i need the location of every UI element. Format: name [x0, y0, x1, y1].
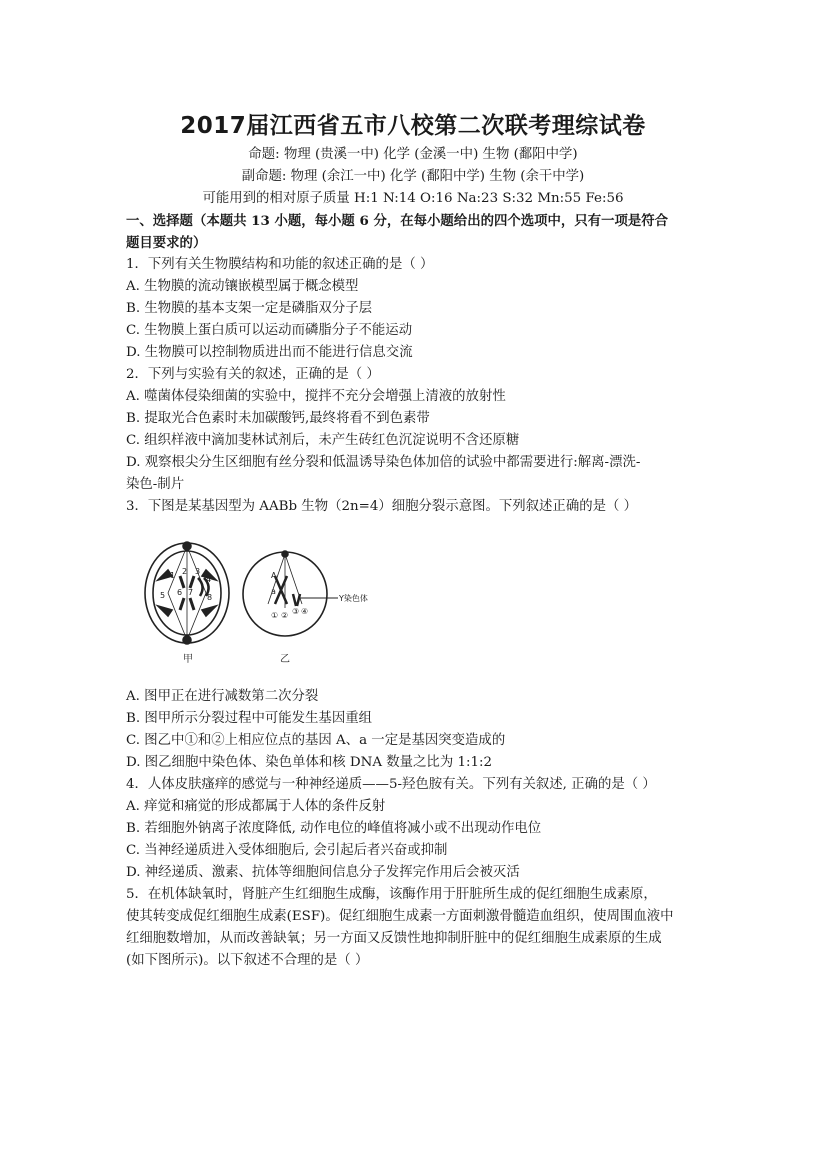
question-5-stem-line1: 5．在机体缺氧时，肾脏产生红细胞生成酶，该酶作用于肝脏所生成的促红细胞生成素原， [126, 887, 657, 902]
co-proposers-line: 副命题: 物理 (余江一中) 化学 (鄱阳中学) 生物 (余干中学) [241, 169, 585, 184]
q2-option-a: A. 噬菌体侵染细菌的实验中，搅拌不充分会增强上清液的放射性 [126, 389, 506, 404]
section-heading-cont: 题目要求的） [126, 235, 207, 251]
q4-option-a: A. 痒觉和痛觉的形成都属于人体的条件反射 [126, 799, 386, 814]
yi-num-2: ② [281, 611, 289, 620]
proposers-line: 命题: 物理 (贵溪一中) 化学 (金溪一中) 生物 (鄱阳中学) [248, 147, 578, 162]
question-4-stem: 4．人体皮肤瘙痒的感觉与一种神经递质——5-羟色胺有关。下列有关叙述, 正确的是（ ） [126, 777, 656, 792]
jia-num-5: 5 [160, 591, 166, 600]
q1-option-c: C. 生物膜上蛋白质可以运动而磷脂分子不能运动 [126, 323, 413, 338]
question-5-stem-line3: 红细胞数增加，从而改善缺氧；另一方面又反馈性地抑制肝脏中的促红细胞生成素原的生成 [126, 931, 662, 946]
q3-option-a: A. 图甲正在进行减数第二次分裂 [126, 689, 319, 704]
section-heading: 一、选择题（本题共 13 小题，每小题 6 分，在每小题给出的四个选项中，只有一项是符合 [126, 213, 669, 229]
q3-option-b: B. 图甲所示分裂过程中可能发生基因重组 [126, 711, 372, 726]
q4-option-c: C. 当神经递质进入受体细胞后, 会引起后者兴奋或抑制 [126, 843, 448, 858]
q3-option-c: C. 图乙中①和②上相应位点的基因 A、a 一定是基因突变造成的 [126, 733, 506, 748]
yi-num-1: ① [271, 611, 279, 620]
q2-option-c: C. 组织样液中滴加斐林试剂后，未产生砖红色沉淀说明不含还原糖 [126, 433, 520, 448]
y-chromosome-label: Y染色体 [339, 594, 368, 603]
question-3-stem: 3．下图是某基因型为 AABb 生物（2n=4）细胞分裂示意图。下列叙述正确的是（ ） [126, 499, 638, 514]
q1-option-b: B. 生物膜的基本支架一定是磷脂双分子层 [126, 301, 372, 316]
jia-num-3: 3 [195, 567, 201, 576]
allele-a: a [271, 587, 276, 596]
q2-option-d: D. 观察根尖分生区细胞有丝分裂和低温诱导染色体加倍的试验中都需要进行:解离-漂洗- [126, 455, 641, 470]
yi-num-3: ③ [292, 607, 300, 616]
jia-num-4: 4 [206, 575, 212, 584]
question-5-stem-line4: (如下图所示)。以下叙述不合理的是（ ） [126, 953, 369, 968]
allele-A: A [271, 571, 277, 580]
jia-num-6: 6 [177, 588, 183, 597]
exam-title: 2017届江西省五市八校第二次联考理综试卷 [180, 113, 646, 139]
jia-num-1: 1 [170, 571, 176, 580]
question-1-stem: 1．下列有关生物膜结构和功能的叙述正确的是（ ） [126, 257, 434, 272]
cell-division-figure [140, 538, 440, 668]
cell-jia [145, 542, 229, 644]
cell-yi [243, 551, 338, 636]
jia-num-8: 8 [207, 593, 213, 602]
jia-num-7: 7 [188, 588, 194, 597]
q2-option-b: B. 提取光合色素时未加碳酸钙,最终将看不到色素带 [126, 411, 430, 426]
q4-option-b: B. 若细胞外钠离子浓度降低, 动作电位的峰值将减小或不出现动作电位 [126, 821, 542, 836]
jia-num-2: 2 [182, 567, 188, 576]
q1-option-d: D. 生物膜可以控制物质进出而不能进行信息交流 [126, 345, 413, 360]
label-jia: 甲 [183, 654, 193, 665]
q1-option-a: A. 生物膜的流动镶嵌模型属于概念模型 [126, 279, 359, 294]
atomic-masses-line: 可能用到的相对原子质量 H:1 N:14 O:16 Na:23 S:32 Mn:55 Fe:56 [202, 191, 624, 206]
label-yi: 乙 [280, 654, 290, 665]
question-2-stem: 2．下列与实验有关的叙述，正确的是（ ） [126, 367, 380, 382]
question-5-stem-line2: 使其转变成促红细胞生成素(ESF)。促红细胞生成素一方面刺激骨髓造血组织，使周围血液中 [126, 909, 674, 924]
yi-num-4: ④ [301, 607, 309, 616]
q4-option-d: D. 神经递质、激素、抗体等细胞间信息分子发挥完作用后会被灭活 [126, 865, 520, 880]
q2-option-d-cont: 染色-制片 [126, 477, 185, 492]
q3-option-d: D. 图乙细胞中染色体、染色单体和核 DNA 数量之比为 1:1:2 [126, 755, 493, 770]
